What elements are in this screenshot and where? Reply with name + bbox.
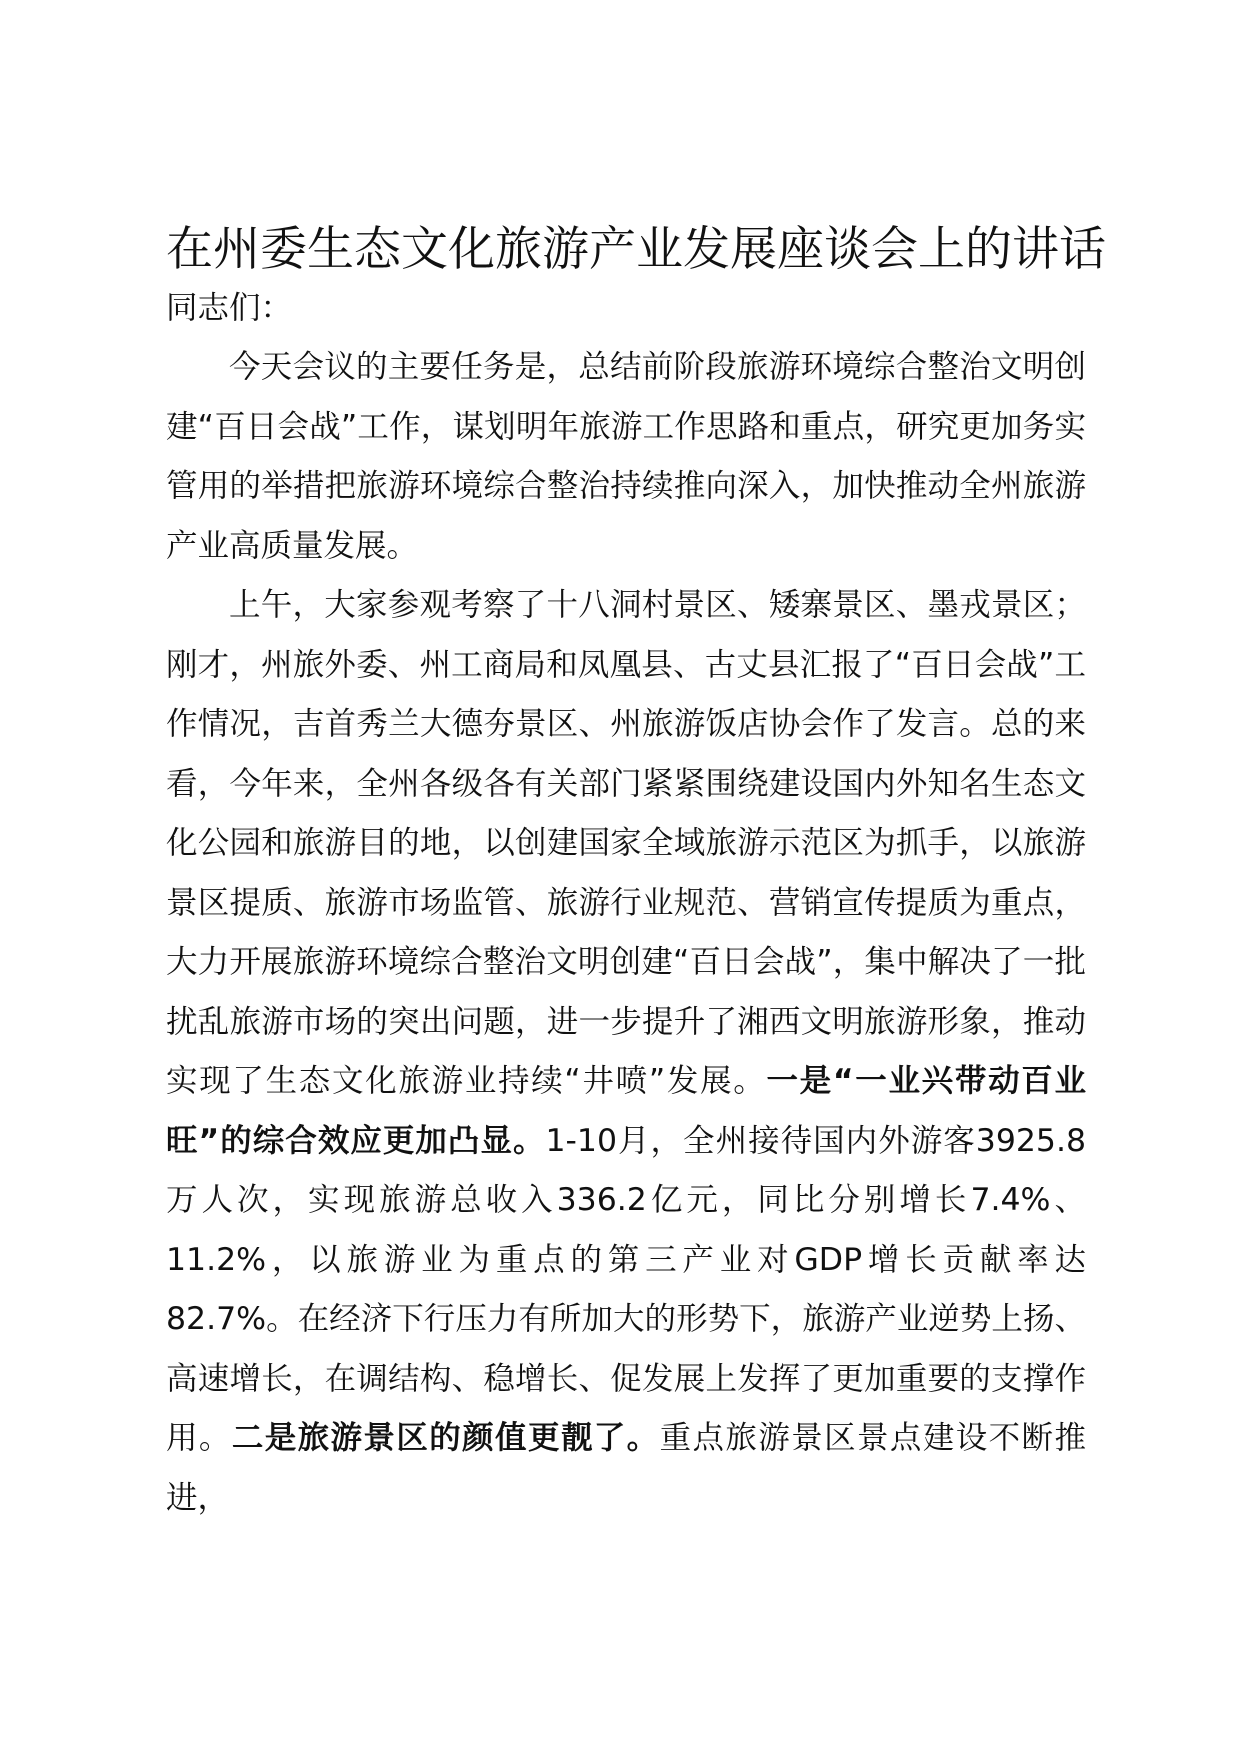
paragraph-1: 今天会议的主要任务是，总结前阶段旅游环境综合整治文明创建“百日会战”工作，谋划明年旅游工作思路和重点，研究更加务实管用的举措把旅游环境综合整治持续推向深入，加快推动全州旅游产业高质量发展。 — [166, 349, 1086, 564]
paragraph-2-text-a: 上午，大家参观考察了十八洞村景区、矮寨景区、墨戎景区；刚才，州旅外委、州工商局和凤凰县、古丈县汇报了“百日会战”工作情况，吉首秀兰大德夯景区、州旅游饭店协会作了发言。总的来看，今年来，全州各级各有关部门紧紧围绕建设国内外知名生态文化公园和旅游目的地，以创建国家全域旅游示范区为抓手，以旅游景区提质、旅游市场监管、旅游行业规范、营销宣传提质为重点，大力开展旅游环境综合整治文明创建“百日会战”，集中解决了一批扰乱旅游市场的突出问题，进一步提升了湘西文明旅游形象，推动实现了生态文化旅游业持续“井喷”发展。 — [166, 587, 1086, 1099]
document-title: 在州委生态文化旅游产业发展座谈会上的讲话 — [166, 222, 1106, 277]
salutation: 同志们： — [166, 290, 293, 326]
paragraph-2 — [166, 576, 1086, 1528]
point-two-heading: 二是旅游景区的颜值更靓了。 — [231, 1420, 660, 1456]
paragraph-2-text-e: 重点旅游景区景点建设不断推进， — [166, 1420, 1086, 1516]
point-one-heading: 一是“一业兴带动百业旺”的综合效应更加凸显。 — [166, 1063, 1086, 1159]
document-page — [166, 222, 1106, 1528]
paragraph-2-text-c: 1-10月，全州接待国内外游客3925.8万人次，实现旅游总收入336.2亿元，同比分别增长7.4%、11.2%，以旅游业为重点的第三产业对GDP增长贡献率达82.7%。在经济下行压力有所加大的形势下，旅游产业逆势上扬、高速增长，在调结构、稳增长、促发展上发挥了更加重要的支撑作用。 — [166, 1122, 1086, 1456]
